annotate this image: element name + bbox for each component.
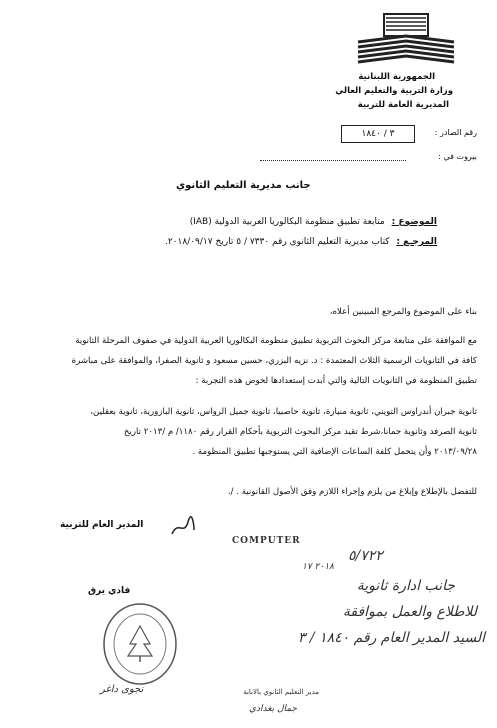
subject-label: الموضوع : bbox=[391, 217, 437, 227]
date-line bbox=[260, 160, 406, 161]
body-closing: للتفضل بالإطلاع وإبلاغ من يلزم وإجراء اللازم وفق الأصول القانونية . /. bbox=[227, 487, 477, 497]
body-approval-line-1: مع الموافقة على متابعة مركز البحوث التربوية تطبيق منظومة البكالوريا العربية الدولية في صفوف المرحلة الثانوية bbox=[75, 336, 477, 346]
official-stamp bbox=[100, 600, 180, 688]
body-schools-line-3: ٢٠١٣/٠٩/٢٨ وأن يتحمل كلفة الساعات الإضافية التي يستوجبها تطبيق المنظومة . bbox=[192, 447, 477, 457]
handwritten-line-1: جانب ادارة ثانوية bbox=[356, 578, 455, 594]
beirut-label: بيروت في : bbox=[438, 152, 477, 161]
signature-scribble bbox=[170, 516, 196, 538]
header-republic: الجمهورية اللبنانية bbox=[358, 72, 435, 82]
handwritten-signer: نجوى داغر bbox=[100, 684, 144, 695]
body-approval bbox=[7, 331, 477, 391]
body-schools bbox=[7, 402, 477, 462]
handwritten-line-2: للاطلاع والعمل بموافقة bbox=[342, 604, 477, 620]
header-ministry: وزارة التربية والتعليم العالي bbox=[335, 86, 453, 96]
reference-label: المرجـع : bbox=[396, 237, 437, 247]
reference-line bbox=[165, 237, 437, 247]
subject-text: متابعة تطبيق منظومة البكالوريا العربية الدولية (IAB) bbox=[189, 217, 385, 227]
computer-stamp: COMPUTER bbox=[232, 536, 301, 546]
ministry-logo bbox=[356, 12, 458, 70]
subject-line bbox=[190, 217, 437, 227]
addressee: جانب مديرية التعليم الثانوي bbox=[176, 180, 311, 191]
signature-name: فادي يرق bbox=[88, 586, 131, 596]
received-date: ٢٠١٨ ١٧ bbox=[302, 562, 334, 572]
body-approval-line-2: كافة في الثانويات الرسمية الثلاث المعتمدة : د. نزيه البزري، حسين مسعود و ثانوية الصفرا، والموافقة على مباشرة bbox=[71, 356, 477, 366]
body-schools-line-1: ثانوية جبران أندراوس التويني، ثانوية منيارة، ثانوية حاصبيا، ثانوية جميل الرواس، ثانوية البازورية، ثانوية بعقلين، bbox=[90, 407, 477, 417]
signature-title: المدير العام للتربية bbox=[60, 520, 144, 530]
body-intro: بناء على الموضوع والمرجع المبينين أعلاه، bbox=[329, 307, 477, 317]
reference-text: كتاب مديرية التعليم الثانوي رقم ٧٣٣٠ / ٥ تاريخ ٢٠١٨/٠٩/١٧. bbox=[164, 237, 390, 247]
handwritten-line-3: السيد المدير العام رقم ١٨٤٠ / ٣ bbox=[297, 630, 485, 646]
body-approval-line-3: تطبيق المنظومة في الثانويات التالية والتي أبدت إستعدادها لخوض هذه التجربة : bbox=[195, 376, 477, 386]
ref-number-box: ٣ / ١٨٤٠ bbox=[341, 125, 415, 143]
header-directorate: المديرية العامة للتربية bbox=[357, 100, 449, 110]
handwritten-number: ٥/٧٢٢ bbox=[348, 548, 383, 564]
body-schools-line-2: ثانوية الصرفد وثانوية حمانا،شرط تقيد مركز البحوث التربوية بأحكام القرار رقم ١١٨٠/ م /٢٠١٣ تاريخ bbox=[123, 427, 477, 437]
bottom-signature: جمال بغدادي bbox=[248, 704, 297, 714]
ref-number-label: رقم الصادر : bbox=[434, 128, 477, 137]
bottom-stamp-text: مدير التعليم الثانوي بالانابة bbox=[243, 688, 319, 696]
